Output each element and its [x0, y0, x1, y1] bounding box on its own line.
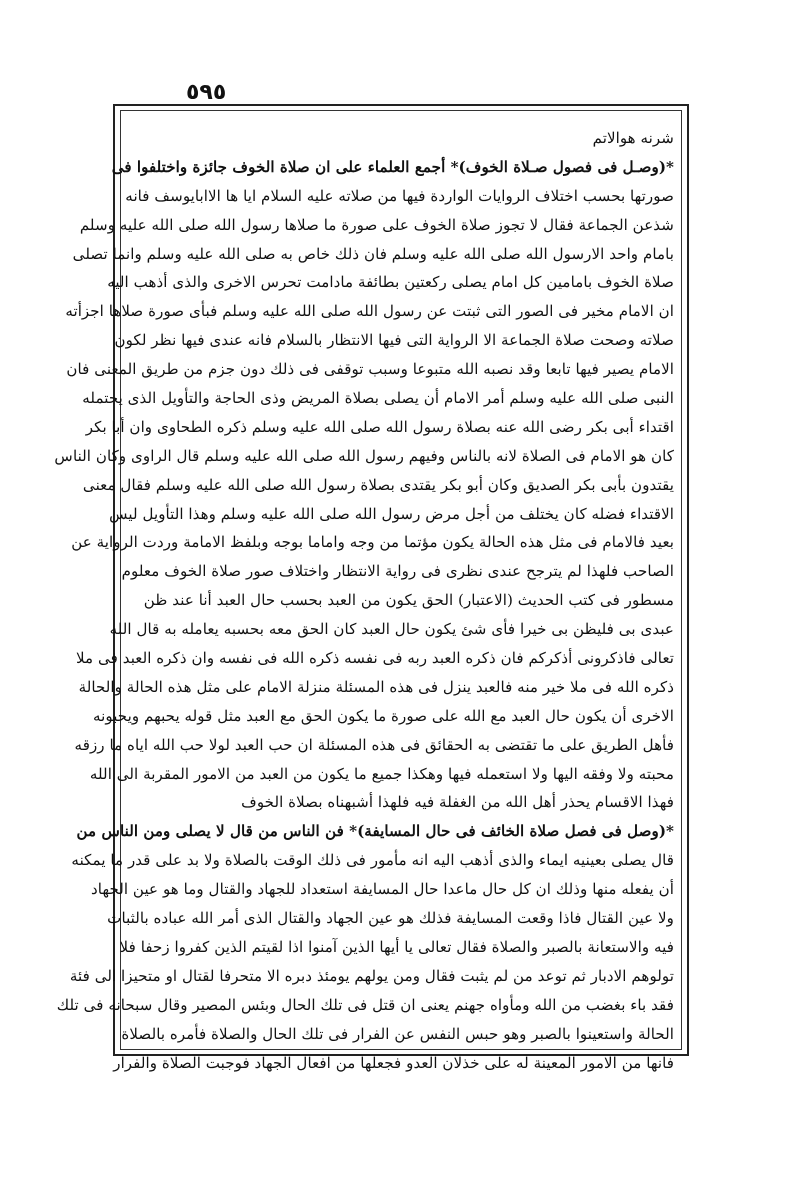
- text-line: فأهل الطريق على ما تقتضى به الحقائق فى هذه المسئلة ان حب العبد لولا حب الله اياه ما رزقه: [74, 735, 674, 754]
- text-line: الصاحب فلهذا لم يترجح عندى نظرى فى رواية الانتظار واختلاف صور صلاة الخوف معلوم: [121, 562, 674, 581]
- page-number: ٥٩٥: [186, 80, 227, 105]
- text-line: صلاته وصحت صلاة الجماعة الا الرواية التى فيها الانتظار بالسلام فانه عندى فيها نظر لكون: [114, 331, 674, 350]
- text-line: اقتداء أبى بكر رضى الله عنه بصلاة رسول الله صلى الله عليه وسلم ذكره الطحاوى وان أبا بكر: [85, 417, 674, 436]
- text-line: مسطور فى كتب الحديث (الاعتبار) الحق يكون من العبد بحسب حال العبد أنا عند ظن: [143, 591, 674, 610]
- text-line: شذعن الجماعة فقال لا تجوز صلاة الخوف على صورة ما صلاها رسول الله صلى الله عليه وسلم: [79, 215, 674, 234]
- text-line: بعيد فالامام فى مثل هذه الحالة يكون مؤتما من وجه واماما بوجه وبلفظ الامامة وردت الرواية عن: [71, 533, 674, 552]
- text-line: قال يصلى بعينيه ايماء والذى أذهب اليه انه مأمور فى ذلك الوقت بالصلاة ولا بد على قدر ما يمكنه: [71, 851, 674, 870]
- text-line: فهذا الاقسام يحذر أهل الله من الغفلة فيه فلهذا أشبهناه بصلاة الخوف: [241, 793, 674, 812]
- text-line: ولا عين القتال فاذا وقعت المسايفة فذلك هو عين الجهاد والقتال الذى أمر الله عباده بالثبات: [107, 909, 674, 928]
- text-line: الاقتداء فضله كان يختلف من أجل مرض رسول الله صلى الله عليه وسلم وهذا التأويل ليس: [109, 504, 674, 523]
- text-line: ان الامام مخير فى الصور التى ثبتت عن رسول الله صلى الله عليه وسلم فبأى صورة صلاها اجزأته: [65, 302, 674, 321]
- text-line: صورتها بحسب اختلاف الروايات الواردة فيها من صلاته عليه السلام ايا ها الاابايوسف فانه: [125, 186, 674, 205]
- section-heading-musayafa: *(وصل فى فصل صلاة الخائف فى حال المسايفة)* فن الناس من قال لا يصلى ومن الناس من: [76, 822, 674, 841]
- text-line: فيه والاستعانة بالصبر والصلاة فقال تعالى يا أيها الذين آمنوا اذا لقيتم الذين كفروا زحفا فلا: [119, 937, 674, 956]
- text-line: ذكره الله فى ملا خير منه فالعبد ينزل فى هذه المسئلة منزلة الامام على مثل هذه الحالة والحالة: [78, 677, 674, 696]
- text-line: الحالة واستعينوا بالصبر وهو حبس النفس عن الفرار فى تلك الحال والصلاة فأمره بالصلاة: [121, 1024, 674, 1043]
- section-heading-khawf: *(وصـل فى فصول صـلاة الخوف)* أجمع العلماء على ان صلاة الخوف جائزة واختلفوا فى: [111, 157, 674, 176]
- text-line: يقتدون بأبى بكر الصديق وكان أبو بكر يقتدى بصلاة رسول الله صلى الله عليه وسلم فقال معنى: [82, 475, 674, 494]
- text-line: بامام واحد الارسول الله صلى الله عليه وسلم فان ذلك خاص به صلى الله عليه وسلم وانما تصلى: [72, 244, 674, 263]
- text-line: عبدى بى فليظن بى خيرا فأى شئ يكون حال العبد كان الحق معه بحسبه يعامله به قال الله: [109, 620, 674, 639]
- text-line: تولوهم الادبار ثم توعد من لم يثبت فقال ومن يولهم يومئذ دبره الا متحرفا لقتال او متحيزا الى فئة: [69, 966, 674, 985]
- text-line: أن يفعله منها وذلك ان كل حال ماعدا حال المسايفة استعداد للجهاد والقتال وما هو عين الجهاد: [91, 880, 674, 899]
- text-line: فانها من الامور المعينة له على خذلان العدو فجعلها من افعال الجهاد فوجبت الصلاة والفرار: [113, 1053, 674, 1072]
- text-line: النبى صلى الله عليه وسلم أمر الامام أن يصلى بصلاة المريض وذى الحاجة والتأويل الذى يحتمله: [82, 389, 674, 408]
- text-line: كان هو الامام فى الصلاة لانه بالناس وفيهم رسول الله صلى الله عليه وسلم قال الراوى وكان الناس: [54, 446, 674, 465]
- text-line: الامام يصير فيها تابعا وقد نصبه الله متبوعا وسبب توقفى فى ذلك دون جزم من طريق المعنى فان: [66, 360, 674, 379]
- text-line: تعالى فاذكرونى أذكركم فان ذكره العبد ربه فى نفسه ذكره الله فى نفسه وان ذكره العبد فى ملا: [75, 649, 674, 668]
- text-line: محبته ولا وفقه اليها ولا استعمله فيها وهكذا جميع ما يكون من العبد من الامور المقربة الى الله: [89, 764, 674, 783]
- text-line: شرنه هوالاتم: [592, 129, 674, 147]
- body-text: [54, 124, 674, 1072]
- text-line: صلاة الخوف بامامين كل امام يصلى ركعتين بطائفة مادامت تحرس الاخرى والذى أذهب اليه: [107, 273, 674, 292]
- text-line: فقد باء بغضب من الله ومأواه جهنم يعنى ان قتل فى تلك الحال وبئس المصير وقال سبحانه فى تلك: [56, 995, 674, 1014]
- text-line: الاخرى أن يكون حال العبد مع الله على صورة ما يكون الحق مع العبد مثل قوله يحبهم ويحبونه: [92, 706, 674, 725]
